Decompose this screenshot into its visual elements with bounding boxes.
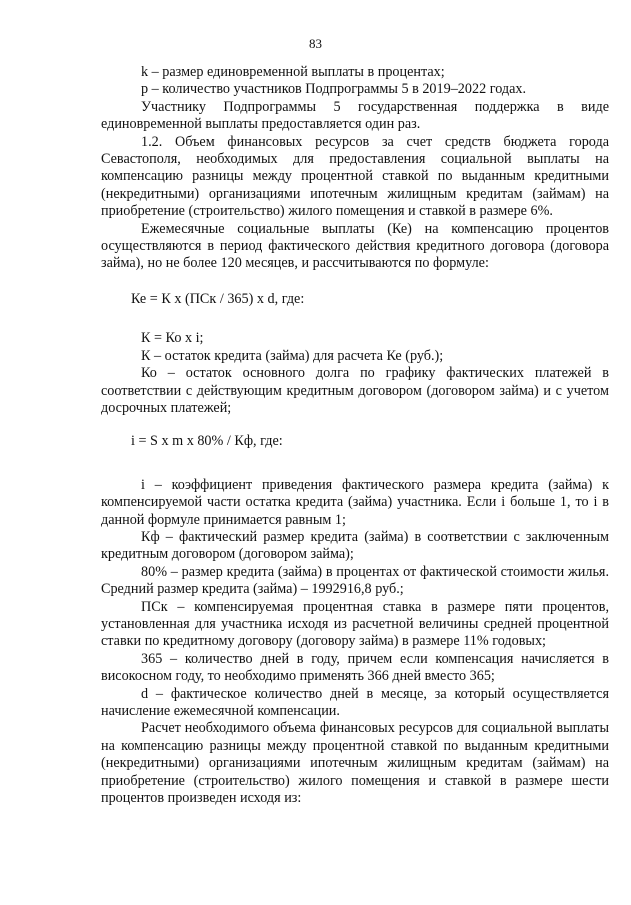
paragraph: k – размер единовременной выплаты в процентах; [141,64,445,80]
paragraph: 80% – размер кредита (займа) в процентах от фактической стоимости жилья. Средний размер кредита (займа) – 1992916,8 руб.; [101,563,609,598]
formula-i: i = S x m x 80% / Кф, где: [131,433,283,450]
paragraph: d – фактическое количество дней в месяце, за который осуществляется начисление ежемесячной компенсации. [101,685,609,719]
paragraph: Участнику Подпрограммы 5 государственная поддержка в виде единовременной выплаты предоставляется один раз. [101,98,609,133]
paragraph: К = Ко x i; [141,330,204,347]
paragraph: 1.2. Объем финансовых ресурсов за счет средств бюджета города Севастополя, необходимых для предоставления социальной выплаты на компенсацию разницы между процентной ставкой по выданным кредитными (некредитными) организациями ипотечным жилищным кредитам (займам) на приобретение (строительство) жилого помещения и ставкой в размере 6%. [101,133,609,220]
paragraph: i – коэффициент приведения фактического размера кредита (займа) к компенсируемой части остатка кредита (займа) участника. Если i больше 1, то i в данной формуле принимается равным 1; [101,476,609,528]
paragraph: Ко – остаток основного долга по графику фактических платежей в соответствии с действующим кредитным договором (договором займа) и с учетом досрочных платежей; [101,365,609,416]
paragraph: Кф – фактический размер кредита (займа) в соответствии с заключенным кредитным договором (договором займа); [101,528,609,563]
paragraph: 365 – количество дней в году, причем если компенсация начисляется в високосном году, то необходимо применять 366 дней вместо 365; [101,650,609,685]
formula-ke: Ке = К x (ПСк / 365) x d, где: [131,290,305,307]
paragraph: р – количество участников Подпрограммы 5 в 2019–2022 годах. [141,81,527,98]
paragraph: ПСк – компенсируемая процентная ставка в размере пяти процентов, установленная для участника исходя из расчетной величины средней процентной ставки по кредитному договору (договору займа) в размере 11% годовых; [101,598,609,650]
paragraph: К – остаток кредита (займа) для расчета Ке (руб.); [141,347,444,364]
paragraph: Ежемесячные социальные выплаты (Ке) на компенсацию процентов осуществляются в период фактического действия кредитного договора (договора займа), но не более 120 месяцев, и рассчитываются по формуле: [101,220,609,272]
paragraph: Расчет необходимого объема финансовых ресурсов для социальной выплаты на компенсацию разницы между процентной ставкой по выданным кредитными (некредитными) организациями ипотечным жилищным кредитам (займам) на приобретение (строительство) жилого помещения и ставкой в размере шести процентов произведен исходя из: [101,720,609,807]
document-body [101,64,609,807]
page-number: 83 [309,36,322,51]
